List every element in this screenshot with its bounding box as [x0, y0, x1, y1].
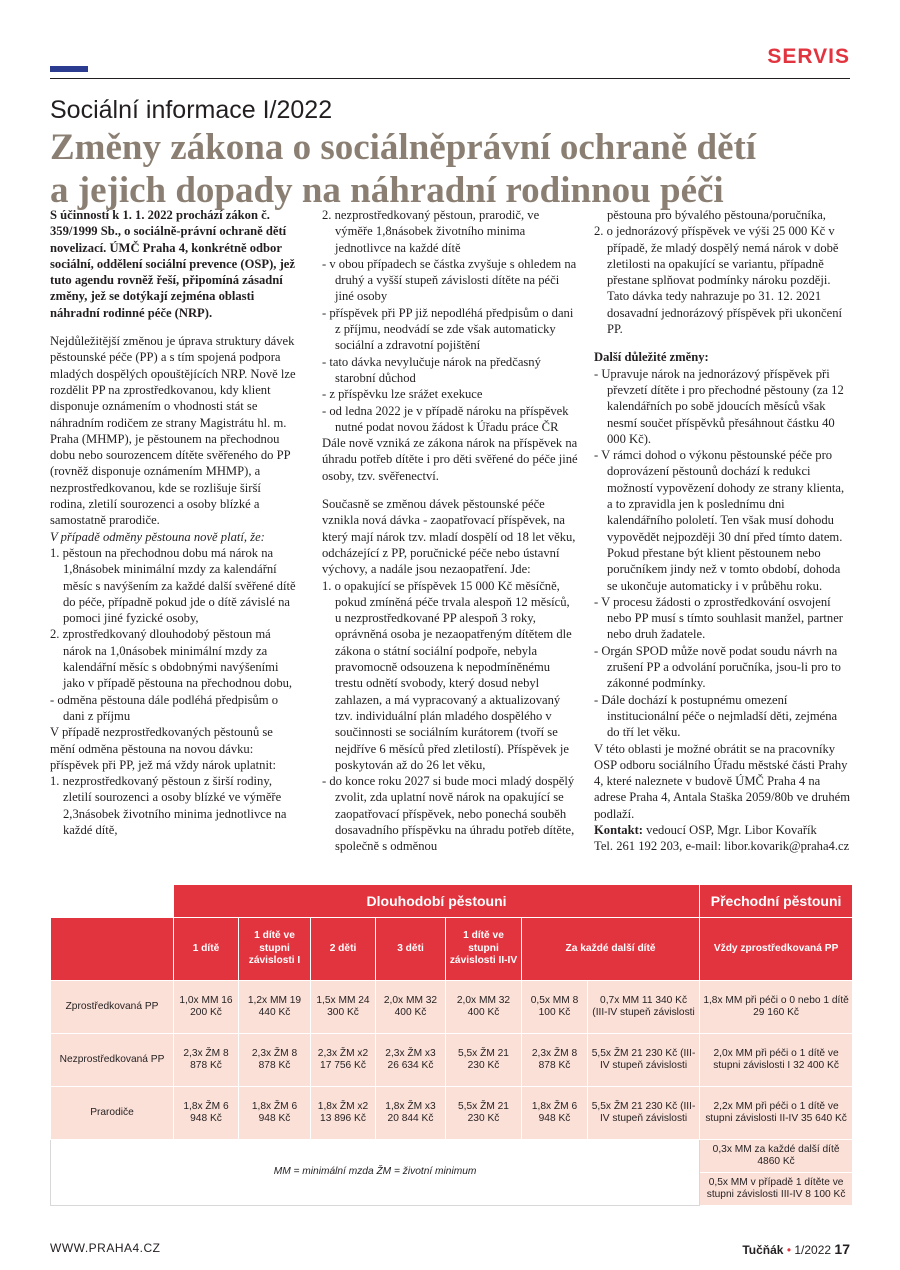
table-cell: 2,2x MM při péči o 1 dítě ve stupni závislosti II-IV 35 640 Kč: [700, 1087, 853, 1140]
footer-website: WWW.PRAHA4.CZ: [50, 1241, 161, 1255]
table-cell: 2,3x ŽM x3 26 634 Kč: [376, 1034, 446, 1087]
list-item: 2. nezprostředkovaný pěstoun, prarodič, ve výměře 1,8násobek životního minima jednotlivce na každé dítě: [322, 208, 540, 255]
table-cell: 0,7x MM 11 340 Kč (III-IV stupeň závislosti: [588, 981, 700, 1034]
table-cell: 1,8x ŽM 6 948 Kč: [239, 1087, 311, 1140]
table-cell: 5,5x ŽM 21 230 Kč: [446, 1087, 522, 1140]
paragraph: Současně se změnou dávek pěstounské péče vznikla nová dávka - zaopatřovací příspěvek, na který mají nárok tzv. mladí dospělí od 18 let věku, odcházející z PP, poručnické péče nebo ústavní výchovy, a nadále jsou nezaopatření. Jde:: [322, 497, 576, 577]
table-legend: MM = minimální mzda ŽM = životní minimum: [51, 1140, 700, 1206]
table-row: [51, 981, 853, 1034]
footer-issue: [742, 1241, 850, 1257]
list-item: 1. pěstoun na přechodnou dobu má nárok na 1,8násobek minimální mzdy za kalendářní měsíc s navýšením za každé další svěřené dítě do péče, případně pokud jde o dítě závislé na pomoci jiné fyzické osoby,: [50, 545, 296, 626]
list-item: 1. o opakující se příspěvek 15 000 Kč měsíčně, pokud zmíněná péče trvala alespoň 12 měsíců, u nezprostředkované PP alespoň 3 roky, oprávněná osoba je nezaopatřeným dítětem dle zákona o státní sociální podpoře, nebyla pravomocně odsouzena k nepodmíněnému trestu odnětí svobody, který dosud nebyl zahlazen, a má vypracovaný a aktualizovaný tzv. individuální plán mladého dospělého v součinnosti se sociálním kurátorem (tvoří se nejdříve 6 měsíců před zletilostí). Příspěvek je poskytován až do 26 let věku,: [322, 578, 572, 772]
benefits-table: [50, 884, 853, 1206]
paragraph: pěstouna pro bývalého pěstouna/poručníka,: [607, 208, 826, 222]
table-column-header: 1 dítě ve stupni závislosti II-IV: [446, 918, 522, 981]
list-item: - příspěvek při PP již nepodléhá předpisům o dani z příjmu, neodvádí se zde však automaticky sociální a zdravotní pojištění: [322, 305, 574, 353]
magazine-name: Tučňák: [742, 1243, 784, 1257]
contact-line: [594, 822, 852, 838]
article-title: [50, 126, 850, 212]
issue-number: 1/2022: [794, 1243, 832, 1257]
table-cell: 1,8x ŽM 6 948 Kč: [522, 1087, 588, 1140]
top-rule: [50, 78, 850, 79]
table-cell: 2,0x MM 32 400 Kč: [446, 981, 522, 1034]
table-cell: 1,8x ŽM x2 13 896 Kč: [311, 1087, 376, 1140]
list-item: - Upravuje nárok na jednorázový příspěvek při převzetí dítěte i pro přechodné pěstouny (za 12 kalendářních po sobě jdoucích měsíců však nesmí součet příspěvků přesáhnout částku 40 000 Kč).: [594, 366, 844, 446]
table-group-header: Přechodní pěstouni: [700, 885, 853, 918]
top-accent-bar: [50, 66, 88, 72]
list-item: - Dále dochází k postupnému omezení institucionální péče o nejmladší děti, zejména do tří let věku.: [594, 692, 838, 740]
list-item: - z příspěvku lze srážet exekuce: [322, 387, 483, 402]
italic-subheading: V případě odměny pěstouna nově platí, že:: [50, 529, 265, 544]
list-item: 2. zprostředkovaný dlouhodobý pěstoun má nárok na 1,0násobek minimální mzdy za kalendářní měsíc s obdobnými navýšeními jako v případě pěstouna na přechodnou dobu,: [50, 627, 293, 691]
table-row-label: Nezprostředkovaná PP: [51, 1034, 174, 1087]
section-label: SERVIS: [767, 45, 850, 68]
list-item: 2. o jednorázový příspěvek ve výši 25 000 Kč v případě, že mladý dospělý nemá nárok v době zletilosti na opakující se variantu, případně přestane splňovat podmínky nároku později. Tato dávka tedy nahrazuje po 31. 12. 2021 dosavadní jednorázový příspěvek při ukončení PP.: [594, 224, 843, 337]
table-row: [51, 1034, 853, 1087]
contact-name: vedoucí OSP, Mgr. Libor Kovařík: [646, 822, 817, 837]
table-column-header: 3 děti: [376, 918, 446, 981]
table-column-header: Vždy zprostředkovaná PP: [700, 918, 853, 981]
list-item: - V rámci dohod o výkonu pěstounské péče pro doprovázení pěstounů dochází k redukci možností vypovězení dohody ze strany klienta, a to zpravidla jen k poslednímu dni kalendářního pololetí. Ten však musí dohodu vypovědět nejpozději 30 dní před tímto datem. Pokud přestane být klient pěstounem nebo poručníkem jindy než v tomto období, dohoda se ukončuje automaticky i v průběhu roku.: [594, 448, 845, 593]
table-cell: 2,3x ŽM x2 17 756 Kč: [311, 1034, 376, 1087]
list-item: - tato dávka nevylučuje nárok na předčasný starobní důchod: [322, 354, 541, 385]
separator-dot: •: [786, 1243, 792, 1257]
table-cell: 1,0x MM 16 200 Kč: [174, 981, 239, 1034]
table-column-header: 1 dítě ve stupni závislosti I: [239, 918, 311, 981]
table-cell: 1,8x MM při péči o 0 nebo 1 dítě 29 160 Kč: [700, 981, 853, 1034]
table-cell: 2,3x ŽM 8 878 Kč: [174, 1034, 239, 1087]
table-cell: 5,5x ŽM 21 230 Kč (III-IV stupeň závislosti: [588, 1087, 700, 1140]
table-row-label: Zprostředkovaná PP: [51, 981, 174, 1034]
contact-label: Kontakt:: [594, 822, 643, 837]
table-cell: 2,3x ŽM 8 878 Kč: [239, 1034, 311, 1087]
contact-phone-email: Tel. 261 192 203, e-mail: libor.kovarik@praha4.cz: [594, 839, 850, 854]
table-column-header: 2 děti: [311, 918, 376, 981]
table-cell: 2,3x ŽM 8 878 Kč: [522, 1034, 588, 1087]
column-3: [594, 207, 852, 855]
table-cell: 2,0x MM 32 400 Kč: [376, 981, 446, 1034]
table-cell: 0,3x MM za každé další dítě 4860 Kč: [700, 1140, 853, 1173]
list-item: - v obou případech se částka zvyšuje s ohledem na druhý a vyšší stupeň závislosti dítěte na péči jiné osoby: [322, 256, 577, 304]
list-item: - od ledna 2022 je v případě nároku na příspěvek nutné podat novou žádost k Úřadu práce ČR: [322, 403, 569, 434]
table-cell: 1,5x MM 24 300 Kč: [311, 981, 376, 1034]
table-cell: 1,2x MM 19 440 Kč: [239, 981, 311, 1034]
table-row-label: Prarodiče: [51, 1087, 174, 1140]
lead-paragraph: S účinností k 1. 1. 2022 prochází zákon č. 359/1999 Sb., o sociálně-právní ochraně dětí novelizací. ÚMČ Praha 4, konkrétně odbor sociální, oddělení sociální prevence (OSP), jež tuto agendu rovněž řeší, připomíná zásadní změny, jež se dotýkají zejména oblasti náhradní rodinné péče (NRP).: [50, 208, 295, 320]
paragraph: V případě nezprostředkovaných pěstounů se mění odměna pěstouna na novou dávku: příspěvek při PP, jež má vždy nárok uplatnit:: [50, 725, 276, 772]
column-1: [50, 207, 296, 838]
table-cell: 0,5x MM v případě 1 dítěte ve stupni závislosti III-IV 8 100 Kč: [700, 1173, 853, 1206]
table-cell: 0,5x MM 8 100 Kč: [522, 981, 588, 1034]
list-item: - Orgán SPOD může nově podat soudu návrh na zrušení PP a odvolání poručníka, jsou-li pro to zákonné podmínky.: [594, 643, 841, 691]
paragraph: Dále nově vzniká ze zákona nárok na příspěvek na úhradu potřeb dítěte i pro děti svěřené do péče jiné osoby, tzv. svěřenectví.: [322, 436, 578, 483]
paragraph: Nejdůležitější změnou je úprava struktury dávek pěstounské péče (PP) a s tím spojená podpora mladých dospělých opouštějících NRP. Nově lze rozdělit PP na zprostředkovanou, kdy klient disponuje oznámením o vhodnosti stát se náhradním rodičem ze strany Magistrátu hl. m. Praha (MHMP), je pěstounem na přechodnou dobu nebo sourozencem dítěte svěřeného do PP (rovněž disponuje oznámením MHMP), a nezprostředkovanou, kde se rozlišuje širší rodina, zletilí sourozenci a osoby blízké a samostatně prarodiče.: [50, 334, 296, 528]
table-cell: 1,8x ŽM x3 20 844 Kč: [376, 1087, 446, 1140]
column-2: [322, 207, 578, 855]
list-item: - do konce roku 2027 si bude moci mladý dospělý zvolit, zda uplatní nově nárok na opakující se zaopatřovací příspěvek, nebo ponechá souběh dosavadního příspěvku na úhradu potřeb dítěte, společně s odměnou: [322, 774, 575, 854]
table-row: [51, 1087, 853, 1140]
table-cell: 2,0x MM při péči o 1 dítě ve stupni závislosti I 32 400 Kč: [700, 1034, 853, 1087]
table-cell: 5,5x ŽM 21 230 Kč: [446, 1034, 522, 1087]
table-cell: 1,8x ŽM 6 948 Kč: [174, 1087, 239, 1140]
article-kicker: Sociální informace I/2022: [50, 96, 333, 124]
list-item: - odměna pěstouna dále podléhá předpisům o dani z příjmu: [50, 692, 279, 723]
page-number: 17: [834, 1241, 850, 1257]
article-title-line-2: a jejich dopady na náhradní rodinnou péči: [50, 170, 724, 211]
table-cell: 5,5x ŽM 21 230 Kč (III-IV stupeň závislosti: [588, 1034, 700, 1087]
paragraph: V této oblasti je možné obrátit se na pracovníky OSP odboru sociálního Úřadu městské části Prahy 4, které naleznete v budově ÚMČ Praha 4 na adrese Praha 4, Antala Staška 2059/80b ve druhém podlaží.: [594, 741, 851, 821]
table-column-header: Za každé další dítě: [522, 918, 700, 981]
list-item: 1. nezprostředkovaný pěstoun z širší rodiny, zletilí sourozenci a osoby blízké ve výměře 2,3násobek životního minima jednotlivce na každé dítě,: [50, 774, 287, 837]
article-title-line-1: Změny zákona o sociálněprávní ochraně dětí: [50, 127, 757, 168]
list-item: - V procesu žádosti o zprostředkování osvojení nebo PP musí s tímto souhlasit manžel, partner nebo druh žadatele.: [594, 594, 843, 642]
table-group-header: Dlouhodobí pěstouni: [174, 885, 700, 918]
subheading: Další důležité změny:: [594, 350, 709, 365]
table-column-header: 1 dítě: [174, 918, 239, 981]
